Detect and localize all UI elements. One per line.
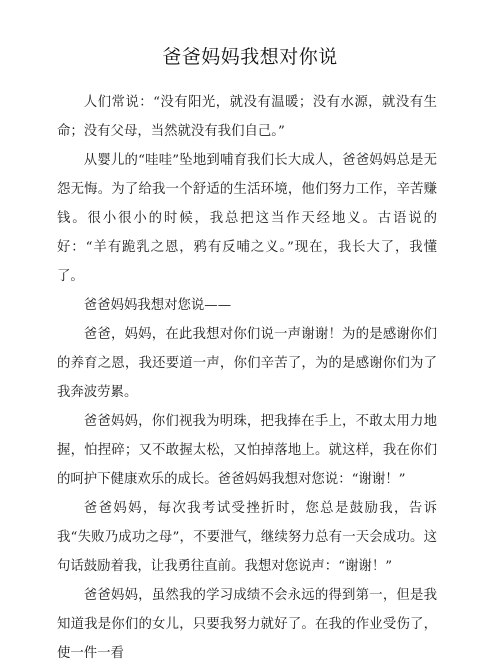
paragraph: 爸爸妈妈，你们视我为明珠，把我捧在手上，不敢太用力地握，怕捏碎；又不敢握太松，又怕掉落地上。就这样，我在你们的呵护下健康欢乐的成长。爸爸妈妈我想对您说：“谢谢！” (57, 414, 437, 487)
document-body (57, 88, 437, 668)
paragraph: 人们常说：“没有阳光，就没有温暖；没有水源，就没有生命；没有父母，当然就没有我们自己。” (57, 95, 437, 139)
document-title: 爸爸妈妈我想对你说 (162, 46, 338, 68)
paragraph: 爸爸妈妈，虽然我的学习成绩不会永远的得到第一，但是我知道我是你们的女儿，只要我努力就好了。在我的作业受伤了，使一件一看 (57, 588, 437, 661)
paragraph: 爸爸，妈妈，在此我想对你们说一声谢谢！为的是感谢你们的养育之恩，我还要道一声，你们辛苦了，为的是感谢你们为了我奔波劳累。 (57, 327, 437, 400)
paragraph: 爸爸妈妈，每次我考试受挫折时，您总是鼓励我，告诉我“失败乃成功之母”，不要泄气，继续努力总有一天会成功。这句话鼓励着我，让我勇往直前。我想对您说声：“谢谢！” (57, 501, 437, 574)
paragraph: 爸爸妈妈我想对您说—— (83, 298, 232, 313)
paragraph: 从婴儿的“哇哇”坠地到哺育我们长大成人，爸爸妈妈总是无怨无悔。为了给我一个舒适的生活环境，他们努力工作，辛苦赚钱。很小很小的时候，我总把这当作天经地义。古语说的好：“羊有跪乳之恩，鸦有反哺之义。”现在，我长大了，我懂了。 (57, 153, 437, 284)
